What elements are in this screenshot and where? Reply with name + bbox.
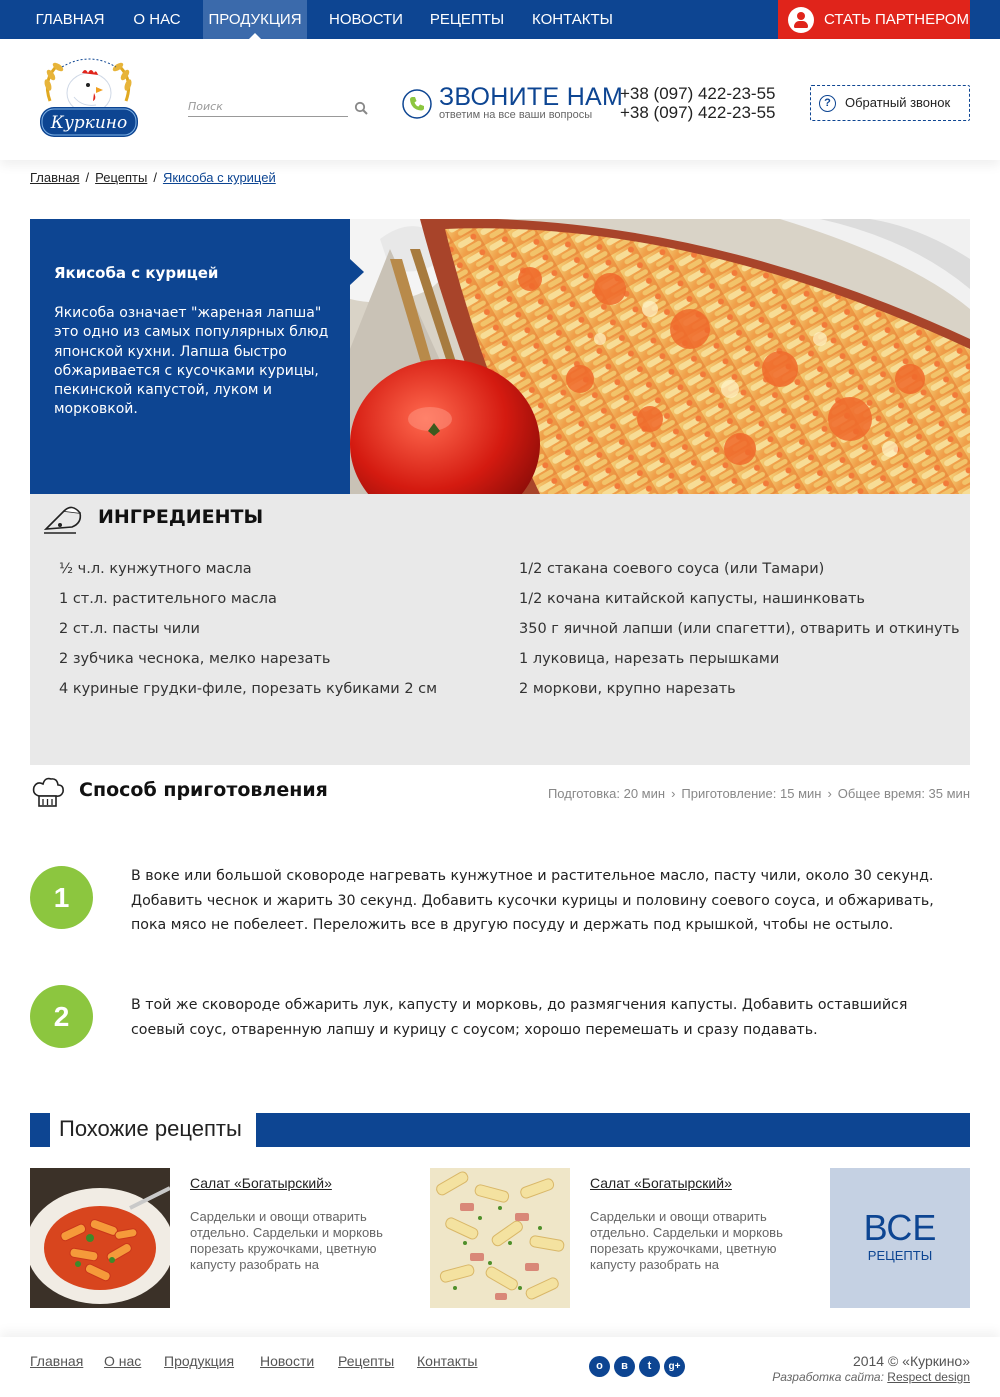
nav-item-recipes[interactable]: РЕЦЕПТЫ (429, 11, 505, 28)
similar-recipe-card (430, 1168, 800, 1308)
cooking-times (548, 786, 970, 801)
total-time: Общее время: 35 мин (837, 786, 970, 801)
step-text: В воке или большой сковороде нагревать кунжутное и растительное масло, пасту чили, около 30 секунд. Добавить чеснок и жарить 30 секунд. Добавить кусочки курицы и половину соевого соуса, и обжаривать, пока мясо не побелеет. Переложить все в другую посуду и держать под крышкой, чтобы не остыло. (131, 868, 934, 933)
timing-separator: › (827, 786, 832, 801)
similar-recipe-card (30, 1168, 400, 1308)
phone-icon (402, 89, 432, 119)
footer-link-recipes[interactable]: Рецепты (338, 1353, 395, 1369)
callback-label: Обратный звонок (845, 95, 951, 110)
ingredient-item: 2 моркови, крупно нарезать (519, 681, 736, 697)
callback-button[interactable] (810, 85, 970, 121)
developer-label: Разработка сайта: (772, 1370, 884, 1384)
step-number-badge: 1 (30, 866, 93, 929)
become-partner-label: СТАТЬ ПАРТНЕРОМ (824, 11, 969, 28)
site-header (0, 39, 1000, 160)
phone-number[interactable]: +38 (097) 422-23-55 (620, 103, 776, 122)
phone-numbers (620, 84, 775, 122)
search-icon[interactable] (354, 101, 368, 115)
nav-item-contacts[interactable]: КОНТАКТЫ (532, 11, 613, 28)
recipe-description: Якисоба означает "жареная лапша" это одно из самых популярных блюд японской кухни. Лапша быстро обжаривается с кусочками курицы, пекинской капустой, луком и морковкой. (54, 305, 329, 418)
site-footer (0, 1337, 1000, 1397)
vk-icon[interactable]: в (614, 1356, 635, 1377)
recipe-photo (350, 219, 970, 494)
become-partner-button[interactable] (778, 0, 970, 39)
nav-item-home[interactable]: ГЛАВНАЯ (35, 11, 105, 28)
ingredient-item: ½ ч.л. кунжутного масла (59, 561, 252, 577)
step-number-badge: 2 (30, 985, 93, 1048)
logo-wordmark: Куркино (50, 113, 128, 133)
ingredient-item: 4 куриные грудки-филе, порезать кубиками 2 см (59, 681, 438, 697)
all-recipes-button[interactable] (830, 1168, 970, 1308)
nav-item-about[interactable]: О НАС (133, 11, 181, 28)
breadcrumb-home[interactable]: Главная (30, 170, 80, 185)
intro-notch (350, 259, 364, 285)
similar-recipe-description: Сардельки и овощи отварить отдельно. Сардельки и морковь порезать кружочками, цветную капусту разобрать на (190, 1209, 383, 1272)
ingredients-list-right (519, 558, 960, 708)
user-circle-icon (788, 7, 814, 33)
breadcrumb-recipes[interactable]: Рецепты (95, 170, 148, 185)
ingredient-item: 1/2 кочана китайской капусты, нашинковать (519, 591, 865, 607)
method-title: Способ приготовления (79, 779, 328, 801)
footer-link-contacts[interactable]: Контакты (417, 1353, 478, 1369)
call-us-title: ЗВОНИТЕ НАМ (439, 83, 624, 111)
similar-recipe-title[interactable]: Салат «Богатырский» (190, 1175, 332, 1191)
footer-link-home[interactable]: Главная (30, 1353, 84, 1369)
recipe-thumbnail[interactable] (30, 1168, 170, 1308)
kurkino-logo[interactable] (36, 49, 142, 145)
copyright: 2014 © «Куркино» (852, 1353, 970, 1369)
breadcrumb (30, 170, 276, 185)
footer-link-news[interactable]: Новости (260, 1353, 315, 1369)
call-us-subtitle: ответим на все ваши вопросы (439, 109, 593, 121)
ingredient-item: 2 зубчика чеснока, мелко нарезать (59, 651, 331, 667)
all-recipes-big-label: ВСЕ (863, 1207, 937, 1248)
ingredients-title: ИНГРЕДИЕНТЫ (98, 506, 264, 528)
footer-link-products[interactable]: Продукция (164, 1353, 235, 1369)
top-nav (0, 0, 1000, 39)
ingredient-item: 1 ст.л. растительного масла (59, 591, 277, 607)
ingredient-item: 1/2 стакана соевого соуса (или Тамари) (519, 561, 825, 577)
ingredient-item: 2 ст.л. пасты чили (59, 621, 200, 637)
cheese-icon (42, 499, 84, 537)
ingredient-item: 350 г яичной лапши (или спагетти), отварить и откинуть (519, 621, 960, 637)
odnoklassniki-icon[interactable]: о (589, 1356, 610, 1377)
question-icon: ? (819, 95, 836, 112)
footer-link-about[interactable]: О нас (104, 1353, 142, 1369)
phone-number[interactable]: +38 (097) 422-23-55 (620, 84, 776, 103)
breadcrumb-separator: / (153, 170, 157, 185)
step-text: В той же сковороде обжарить лук, капусту и морковь, до размягчения капусты. Добавить оставшийся соевый соус, отваренную лапшу и курицу с соусом; хорошо перемешать и сразу подавать. (131, 997, 908, 1038)
developer-credit (772, 1370, 970, 1384)
nav-item-products[interactable]: ПРОДУКЦИЯ (203, 0, 307, 39)
call-us-block (402, 83, 624, 125)
search-box (188, 97, 370, 119)
nav-item-news[interactable]: НОВОСТИ (329, 11, 403, 28)
similar-recipe-description: Сардельки и овощи отварить отдельно. Сардельки и морковь порезать кружочками, цветную капусту разобрать на (590, 1209, 783, 1272)
breadcrumb-separator: / (85, 170, 90, 185)
all-recipes-small-label: РЕЦЕПТЫ (867, 1248, 933, 1263)
chef-hat-icon (31, 776, 65, 809)
cook-time: Приготовление: 15 мин (681, 786, 822, 801)
prep-time: Подготовка: 20 мин (547, 786, 666, 801)
search-input[interactable] (188, 97, 348, 117)
recipe-thumbnail[interactable] (430, 1168, 570, 1308)
ingredient-item: 1 луковица, нарезать перышками (519, 651, 780, 667)
similar-recipe-title[interactable]: Салат «Богатырский» (590, 1175, 732, 1191)
twitter-icon[interactable]: t (639, 1356, 660, 1377)
google-plus-icon[interactable]: g+ (664, 1356, 685, 1377)
developer-link[interactable]: Respect design (887, 1370, 970, 1384)
timing-separator: › (671, 786, 676, 801)
recipe-title: Якисоба с курицей (54, 264, 219, 282)
ingredients-section (30, 494, 970, 765)
similar-recipes-header (30, 1113, 970, 1147)
recipe-intro (30, 219, 350, 494)
breadcrumb-current[interactable]: Якисоба с курицей (162, 170, 276, 185)
similar-recipes-title: Похожие рецепты (59, 1116, 242, 1141)
ingredients-list-left (59, 558, 437, 708)
